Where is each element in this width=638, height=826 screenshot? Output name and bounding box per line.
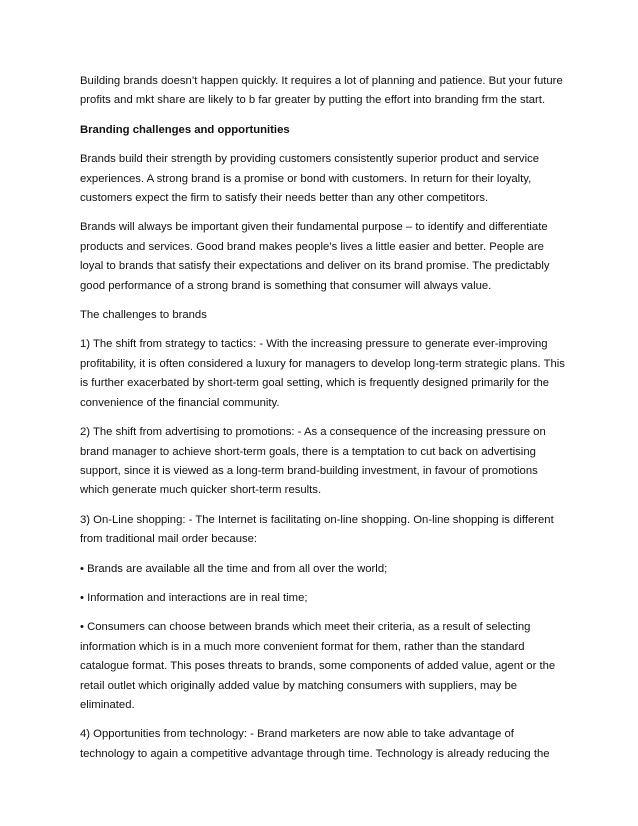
section-heading-branding: Branding challenges and opportunities — [80, 123, 290, 136]
paragraph-challenge-3: 3) On-Line shopping: - The Internet is facilitating on-line shopping. On-line shopping is different from traditional mail order because: — [80, 513, 554, 546]
paragraph-challenge-1: 1) The shift from strategy to tactics: - With the increasing pressure to generate ever-improving profitability, it is often considered a luxury for managers to develop long-term strategic plans. This is further exacerbated by short-term goal setting, which is frequently designed primarily for the convenience of the financial community. — [80, 338, 565, 409]
subheading-challenges: The challenges to brands — [80, 309, 207, 322]
bullet-item-brands-available: • Brands are available all the time and from all over the world; — [80, 562, 388, 575]
paragraph-intro: Building brands doesn’t happen quickly. It requires a lot of planning and patience. But your future profits and mkt share are likely to b far greater by putting the effort into branding frm the start. — [80, 75, 563, 107]
paragraph-brand-importance: Brands will always be important given their fundamental purpose – to identify and differentiate products and services. Good brand makes people’s lives a little easier and better. People are loyal to brands that satisfy their expectations and deliver on its brand promise. The predictably good performance of a strong brand is something that consumer will always value. — [80, 221, 550, 292]
bullet-item-real-time: • Information and interactions are in real time; — [80, 591, 308, 604]
paragraph-brand-strength: Brands build their strength by providing customers consistently superior product and service experiences. A strong brand is a promise or bond with customers. In return for their loyalty, customers expect the firm to satisfy their needs better than any other competitors. — [80, 153, 540, 205]
paragraph-challenge-4: 4) Opportunities from technology: - Brand marketers are now able to take advantage of technology to again a competitive advantage through time. Technology is already reducing the — [80, 728, 550, 760]
paragraph-challenge-2: 2) The shift from advertising to promotions: - As a consequence of the increasing pressure on brand manager to achieve short-term goals, there is a temptation to cut back on advertising support, since it is viewed as a long-term brand-building investment, in favour of promotions which generate much quicker short-term results. — [80, 426, 546, 497]
bullet-item-consumers-choose: • Consumers can choose between brands which meet their criteria, as a result of selecting information which is in a much more convenient format for them, rather than the standard catalogue format. This poses threats to brands, some components of added value, agent or the retail outlet which originally added value by matching consumers with suppliers, may be eliminated. — [80, 621, 556, 711]
